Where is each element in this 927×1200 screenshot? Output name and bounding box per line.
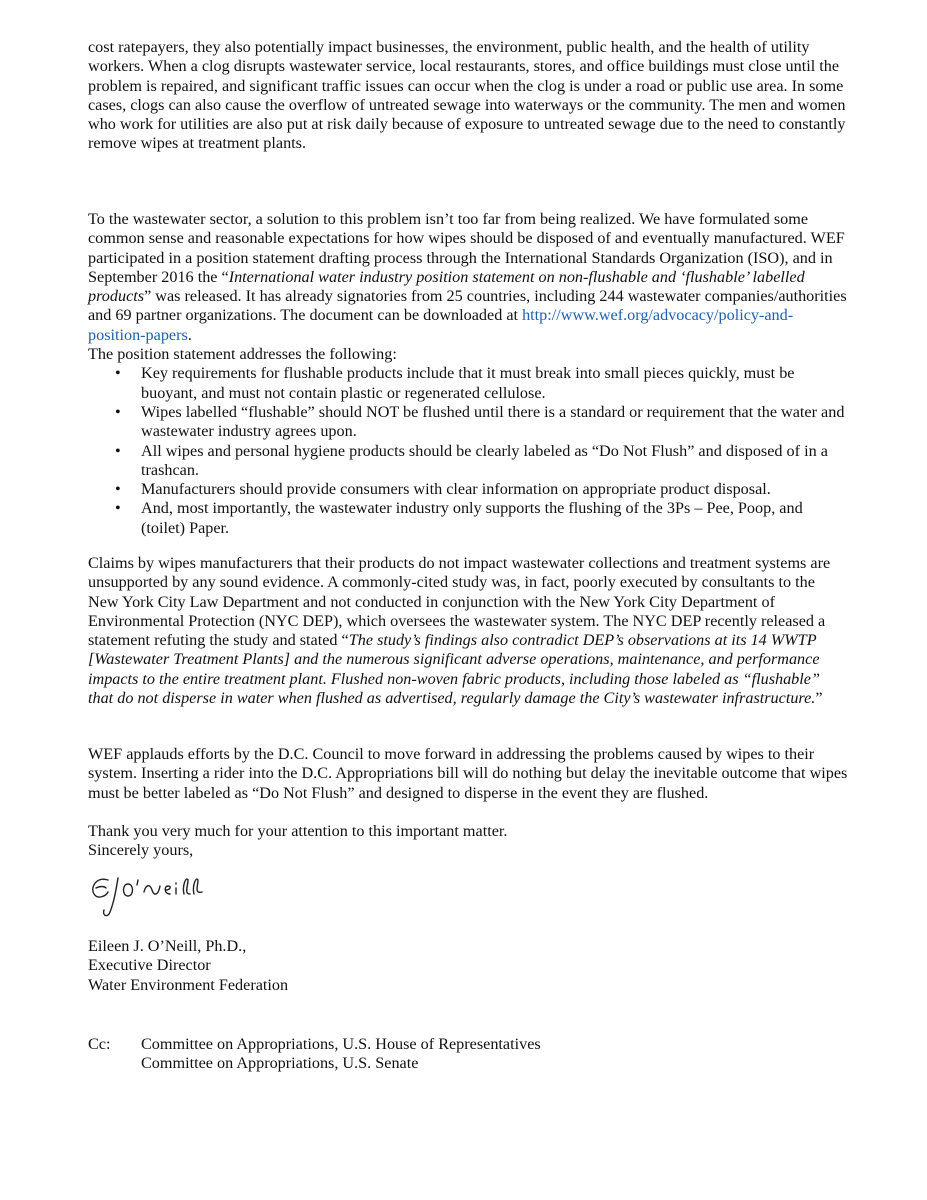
policy-papers-link[interactable]: http://www.wef.org/advocacy/policy-and-position-papers <box>88 306 794 344</box>
paragraph-claims <box>88 554 848 708</box>
list-intro: The position statement addresses the following: <box>88 345 397 364</box>
list-item: • Manufacturers should provide consumers with clear information on appropriate product disposal. <box>88 480 848 499</box>
thanks-line: Thank you very much for your attention to this important matter. <box>88 822 508 840</box>
list-item: • All wipes and personal hygiene products should be clearly labeled as “Do Not Flush” and disposed of in a trashcan. <box>88 442 848 481</box>
list-item: • And, most importantly, the wastewater industry only supports the flushing of the 3Ps – Pee, Poop, and (toilet) Paper. <box>88 499 848 538</box>
paragraph-dc-council <box>88 745 848 803</box>
position-list <box>88 364 848 538</box>
signer-title: Executive Director <box>88 956 211 975</box>
statement-title: International water industry position statement on non-flushable and ‘flushable’ labelled products <box>88 267 805 306</box>
signer-name: Eileen J. O’Neill, Ph.D., <box>88 937 247 955</box>
text: ” <box>815 689 823 708</box>
paragraph-text <box>88 554 848 708</box>
cc-recipient: Committee on Appropriations, U.S. House of Representatives <box>141 1035 541 1053</box>
signature-image <box>88 872 248 920</box>
signer-org: Water Environment Federation <box>88 975 289 994</box>
text: . <box>187 325 192 344</box>
paragraph-text: WEF applauds efforts by the D.C. Council to move forward in addressing the problems caused by wipes to their system. Inserting a rider into the D.C. Appropriations bill will do nothing but delay the inevitable outcome that wipes must be better labeled as “Do Not Flush” and designed to disperse in the event they are flushed. <box>88 745 848 802</box>
sincerely-line: Sincerely yours, <box>88 841 194 860</box>
text: To the wastewater sector, a solution to this problem isn’t too far from being realized. We have formulated some common sense and reasonable expectations for how wipes should be disposed of and eventually manufactured. WEF participated in a position statement drafting process through the International Standards Organization (ISO), and in September 2016 the “ <box>88 210 845 286</box>
paragraph-text: cost ratepayers, they also potentially impact businesses, the environment, public health, and the health of utility workers. When a clog disrupts wastewater service, local restaurants, stores, and office buildings must close until the problem is repaired, and significant traffic issues can occur when the clog is under a road or public use area. In some cases, clogs can also cause the overflow of untreated sewage into waterways or the community. The men and women who work for utilities are also put at risk daily because of exposure to untreated sewage due to the need to constantly remove wipes at treatment plants. <box>88 38 846 153</box>
paragraph-impacts <box>88 38 848 154</box>
cc-block <box>88 1035 848 1074</box>
list-item: • Wipes labelled “flushable” should NOT be flushed until there is a standard or requirement that the water and wastewater industry agrees upon. <box>88 403 848 442</box>
paragraph-solution <box>88 210 848 538</box>
text: ” was released. It has already signatories from 25 countries, including 244 wastewater companies/authorities and 69 partner organizations. The document can be downloaded at <box>88 287 847 325</box>
closing <box>88 822 848 861</box>
cc-label: Cc: <box>88 1035 111 1053</box>
signer-block <box>88 937 848 995</box>
list-item: • Key requirements for flushable products include that it must break into small pieces quickly, must be buoyant, and must not contain plastic or regenerated cellulose. <box>88 364 848 403</box>
dep-quote: The study’s findings also contradict DEP’s observations at its 14 WWTP [Wastewater Treatment Plants] and the numerous significant adverse operations, maintenance, and performance impacts to the entire treatment plant. Flushed non-woven fabric products, including those labeled as “flushable” that do not disperse in water when flushed as advertised, regularly damage the City’s wastewater infrastructure. <box>88 631 820 708</box>
text: Claims by wipes manufacturers that their products do not impact wastewater collections and treatment systems are unsupported by any sound evidence. A commonly-cited study was, in fact, poorly executed by consultants to the New York City Law Department and not conducted in conjunction with the New York City Department of Environmental Protection (NYC DEP), which oversees the wastewater system. The NYC DEP recently released a statement refuting the study and stated “ <box>88 554 831 650</box>
cc-recipient: Committee on Appropriations, U.S. Senate <box>141 1054 419 1073</box>
paragraph-text <box>88 210 848 345</box>
